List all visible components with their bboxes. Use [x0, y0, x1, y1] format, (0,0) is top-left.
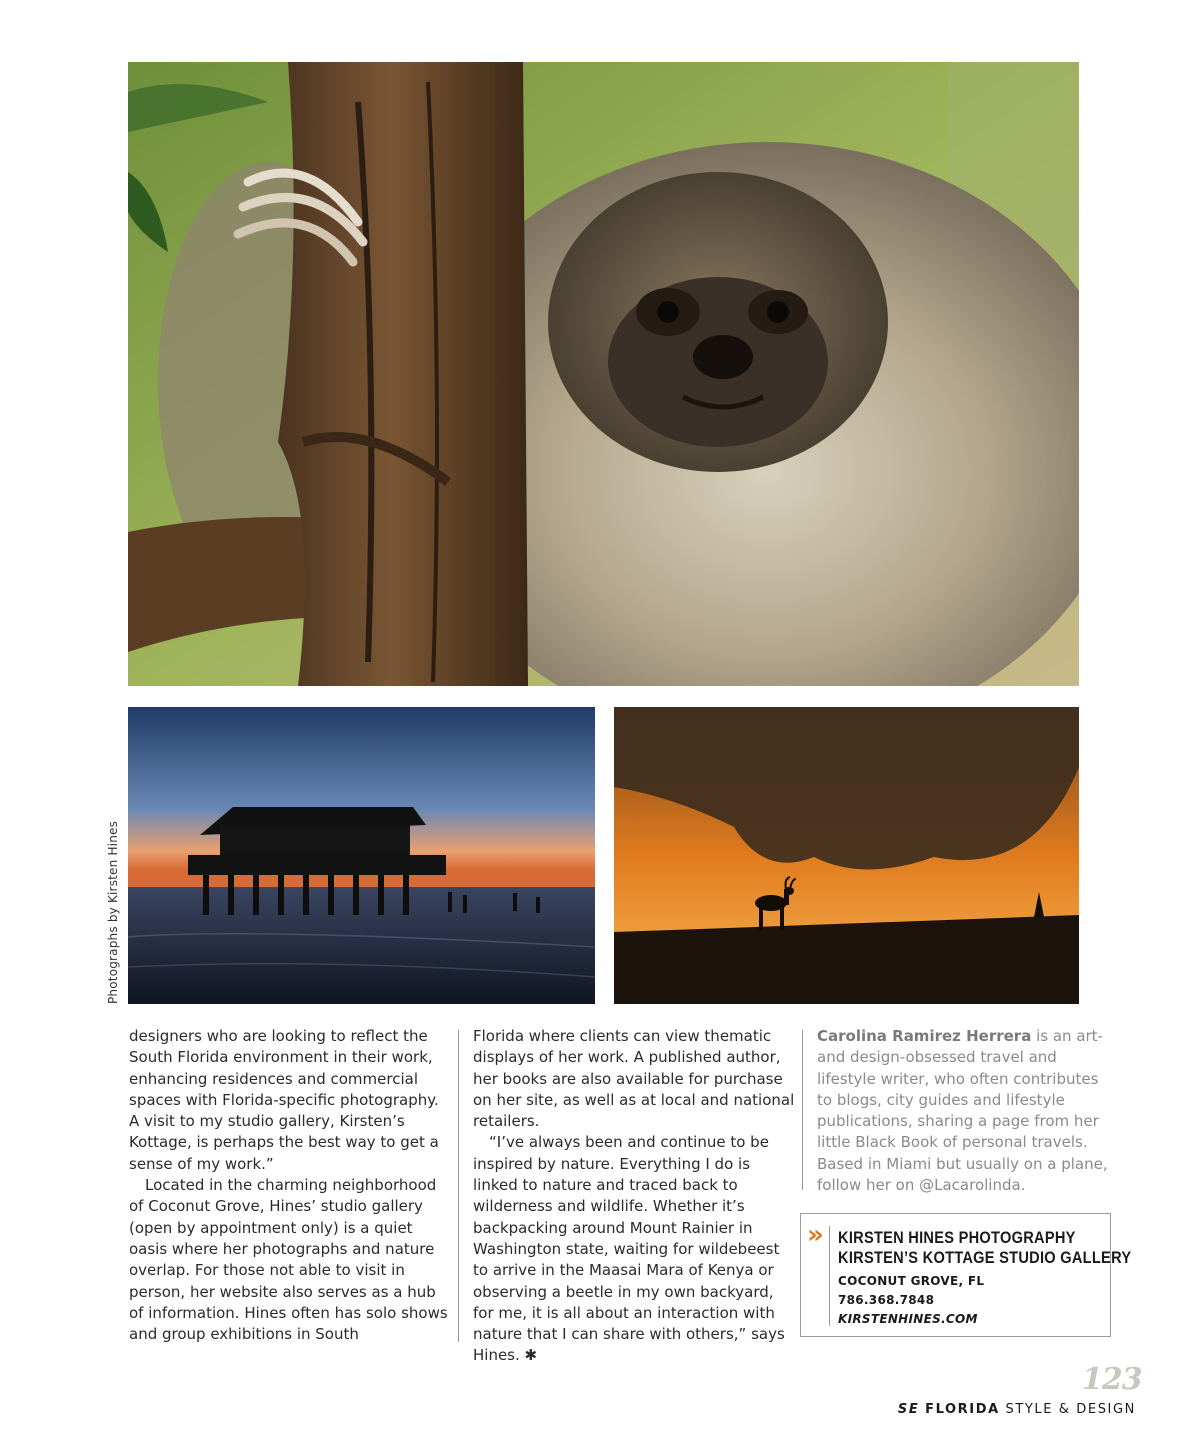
footer-se: SE: [897, 1402, 920, 1417]
footer-florida: FLORIDA: [925, 1402, 1000, 1417]
sloth-photo: [128, 62, 1079, 686]
chevron-right-icon: »: [807, 1220, 824, 1250]
paragraph: “I’ve always been and continue to be inspired by nature. Everything I do is linked to nature and traced back to wilderness and wildlife. Whether it’s backpacking around Mount Rainier in Washington state, waiting for wildebeest to arrive in the Maasai Mara of Kenya or observing a beetle in my own backyard, for me, it is all about an interaction with nature that I can share with others,” says Hines. ✱: [473, 1133, 785, 1365]
gallery-name: KIRSTEN’S KOTTAGE STUDIO GALLERY: [838, 1248, 1132, 1267]
antelope-photo: [614, 707, 1079, 1004]
page-number: 123: [1082, 1362, 1142, 1397]
stilt-house-photo: [128, 707, 595, 1004]
column-divider: [802, 1030, 803, 1190]
website-link[interactable]: KIRSTENHINES.COM: [838, 1312, 978, 1326]
photo-credit: Photographs by Kirsten Hines: [106, 820, 120, 1004]
bio-text: is an art- and design-obsessed travel and lifestyle writer, who often contributes to blogs, city guides and lifestyle publications, sharing a page from her little Black Book of personal travels. Based in Miami but usually on a plane, follow her on @Lacarolinda.: [817, 1027, 1108, 1195]
magazine-footer: [898, 1402, 1136, 1417]
footer-style-design: STYLE & DESIGN: [1005, 1402, 1136, 1417]
phone-number[interactable]: 786.368.7848: [838, 1293, 935, 1307]
paragraph: Florida where clients can view thematic displays of her work. A published author, her books are also available for purchase on her site, as well as at local and national retailers.: [473, 1027, 795, 1131]
author-name: Carolina Ramirez Herrera: [817, 1027, 1032, 1045]
article-column-1: [129, 1026, 449, 1345]
business-name: KIRSTEN HINES PHOTOGRAPHY: [838, 1228, 1076, 1247]
paragraph: designers who are looking to reflect the South Florida environment in their work, enhancing residences and commercial spaces with Florida-specific photography. A visit to my studio gallery, Kirsten’s Kottage, is perhaps the best way to get a sense of my work.”: [129, 1027, 439, 1173]
info-box: [800, 1213, 1132, 1337]
column-divider: [458, 1030, 459, 1342]
paragraph: Located in the charming neighborhood of Coconut Grove, Hines’ studio gallery (open by appointment only) is a quiet oasis where her photographs and nature overlap. For those not able to visit in person, her website also serves as a hub of information. Hines often has solo shows and group exhibitions in South: [129, 1176, 448, 1344]
article-column-2: [473, 1026, 795, 1367]
author-bio: [817, 1026, 1109, 1196]
info-box-divider: [829, 1226, 830, 1326]
location: COCONUT GROVE, FL: [838, 1274, 985, 1288]
